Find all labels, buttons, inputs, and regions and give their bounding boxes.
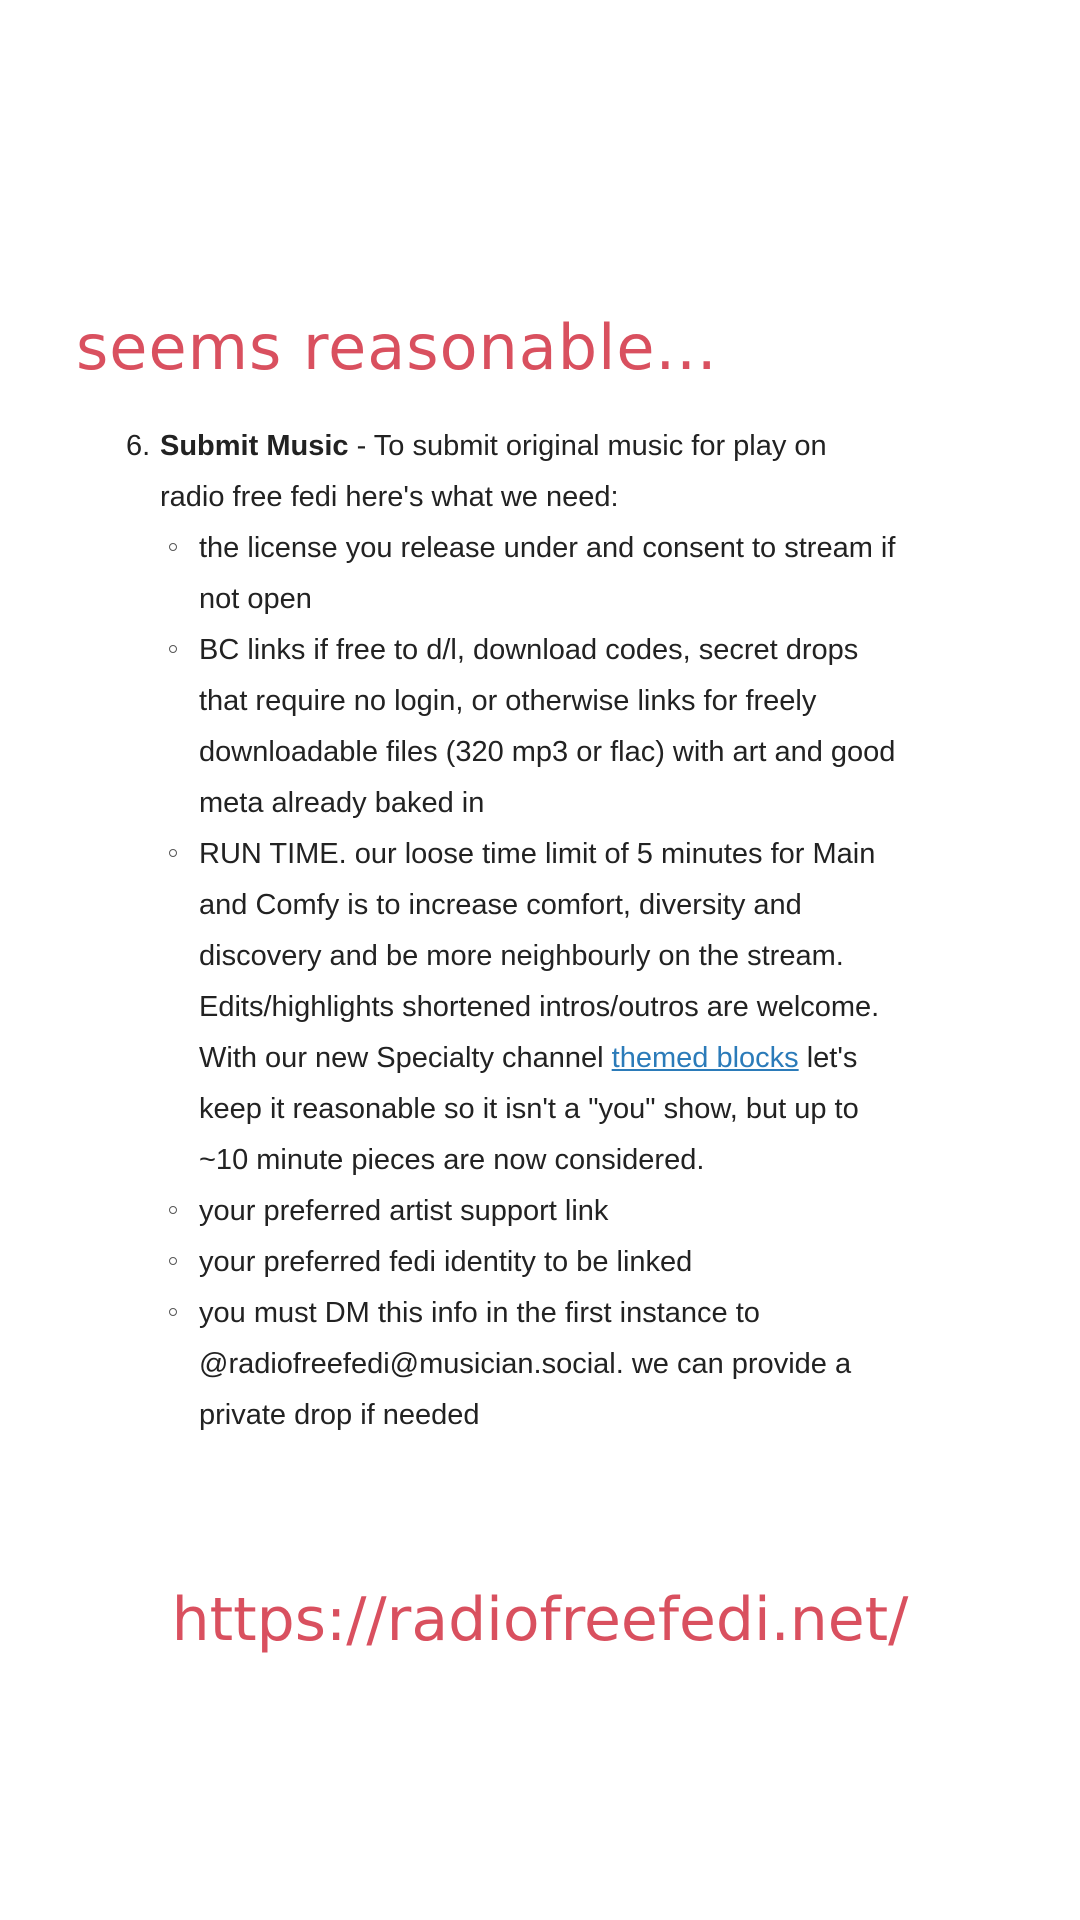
item-number: 6. xyxy=(126,430,151,462)
list-item-text-continued: let's keep it reasonable so it isn't a "you" show, but up to ~10 minute pieces are now considered. xyxy=(199,1042,859,1176)
item-title: Submit Music xyxy=(160,430,349,462)
hollow-bullet-icon xyxy=(169,645,177,653)
list-item-text: RUN TIME. our loose time limit of 5 minutes for Main and Comfy is to increase comfort, diversity and discovery and be more neighbourly on the stream. Edits/highlights shortened intros/outros are welcome. With our new Specialty channel xyxy=(199,838,880,1074)
list-item xyxy=(160,1288,896,1441)
list-item xyxy=(160,523,896,625)
page-heading: seems reasonable... xyxy=(76,311,718,384)
hollow-bullet-icon xyxy=(169,1308,177,1316)
list-item xyxy=(160,625,896,829)
site-url: https://radiofreefedi.net/ xyxy=(171,1585,909,1655)
hollow-bullet-icon xyxy=(169,849,177,857)
list-item-text: you must DM this info in the first instance to @radiofreefedi@musician.social. we can provide a private drop if needed xyxy=(199,1297,852,1431)
list-item-text: your preferred fedi identity to be linked xyxy=(199,1246,693,1278)
list-item-text: your preferred artist support link xyxy=(199,1195,609,1227)
item-intro: - To submit original music for play on radio free fedi here's what we need: xyxy=(160,430,827,513)
list-item-text: the license you release under and consent to stream if not open xyxy=(199,532,896,615)
list-item xyxy=(160,1237,896,1288)
submission-info xyxy=(126,421,896,1441)
list-item xyxy=(160,1186,896,1237)
item-body xyxy=(160,421,896,1441)
hollow-bullet-icon xyxy=(169,543,177,551)
themed-blocks-link[interactable]: themed blocks xyxy=(611,1042,799,1074)
list-item xyxy=(160,829,896,1186)
list-item-text: BC links if free to d/l, download codes, secret drops that require no login, or otherwise links for freely downloadable files (320 mp3 or flac) with art and good meta already baked in xyxy=(199,634,896,819)
hollow-bullet-icon xyxy=(169,1206,177,1214)
item-intro-paragraph xyxy=(160,421,896,523)
hollow-bullet-icon xyxy=(169,1257,177,1265)
list-item-submit-music xyxy=(126,421,896,1441)
requirements-list xyxy=(160,523,896,1441)
